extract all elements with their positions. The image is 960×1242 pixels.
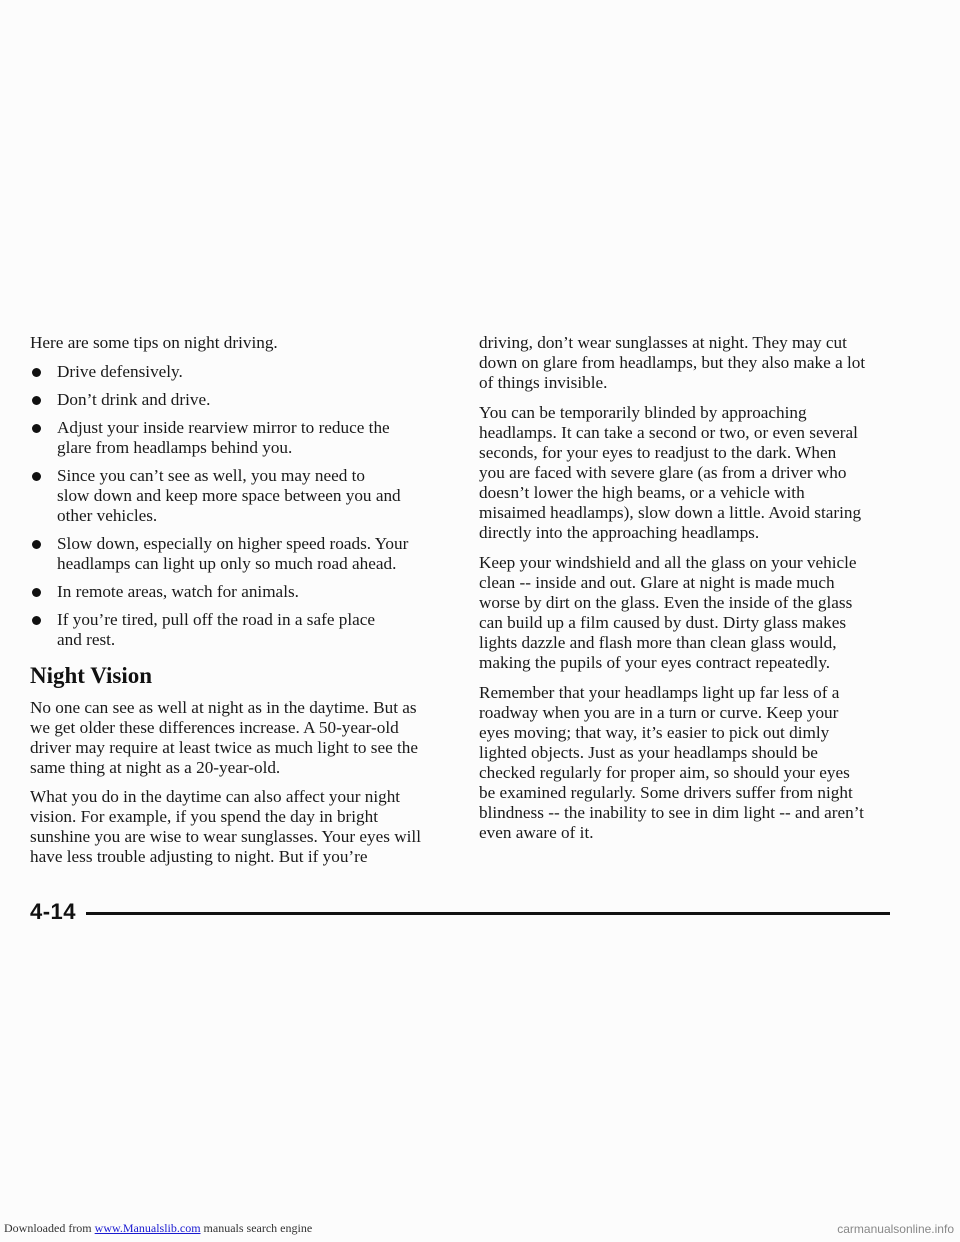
body-paragraph: You can be temporarily blinded by approaching headlamps. It can take a second or two, or even several seconds, for your eyes to readjust to the dark. When you are faced with severe glare (as from a driver who doesn’t lower the high beams, or a vehicle with misaimed headlamps), slow down a little. Avoid staring directly into the approaching headlamps. [479,403,862,542]
download-watermark [0,1221,312,1242]
bullet-icon [32,616,41,625]
tip-item [30,466,450,526]
tip-item [30,582,450,602]
body-paragraph: driving, don’t wear sunglasses at night. They may cut down on glare from headlamps, but they also make a lot of things invisible. [479,333,866,392]
tip-text: Don’t drink and drive. [57,390,211,409]
watermark-prefix: Downloaded from [4,1221,95,1235]
tip-item [30,610,450,650]
site-watermark: carmanualsonline.info [837,1222,954,1236]
tip-text: Since you can’t see as well, you may need to slow down and keep more space between you and other vehicles. [57,466,401,525]
bullet-icon [32,396,41,405]
body-paragraph: Keep your windshield and all the glass on your vehicle clean -- inside and out. Glare at night is made much worse by dirt on the glass. Even the inside of the glass can build up a film caused by dust. Dirty glass makes lights dazzle and flash more than clean glass would, making the pupils of your eyes contract repeatedly. [479,553,857,672]
bullet-icon [32,472,41,481]
bullet-icon [32,424,41,433]
bullet-icon [32,588,41,597]
intro-text: Here are some tips on night driving. [30,333,278,352]
night-driving-tips-list [30,362,450,650]
right-column [479,333,899,853]
left-column [30,333,450,876]
page-footer [30,897,890,927]
page-number: 4-14 [30,899,77,924]
section-title-night-vision: Night Vision [30,663,153,688]
footer-rule [86,912,890,915]
tip-item [30,362,450,382]
tip-text: If you’re tired, pull off the road in a safe place and rest. [57,610,375,649]
bullet-icon [32,540,41,549]
body-paragraph: Remember that your headlamps light up far less of a roadway when you are in a turn or curve. Keep your eyes moving; that way, it’s easier to pick out dimly lighted objects. Just as your headlamps should be checked regularly for proper aim, so should your eyes be examined regularly. Some drivers suffer from night blindness -- the inability to see in dim light -- and aren’t even aware of it. [479,683,864,842]
tip-item [30,418,450,458]
tip-text: Adjust your inside rearview mirror to reduce the glare from headlamps behind you. [57,418,390,457]
tip-item [30,390,450,410]
body-paragraph: No one can see as well at night as in the daytime. But as we get older these differences increase. A 50-year-old driver may require at least twice as much light to see the same thing at night as a 20-year-old. [30,698,419,777]
tip-item [30,534,450,574]
manualslib-link[interactable]: www.Manualslib.com [94,1221,201,1235]
bullet-icon [32,368,41,377]
tip-text: In remote areas, watch for animals. [57,582,299,601]
body-paragraph: What you do in the daytime can also affect your night vision. For example, if you spend the day in bright sunshine you are wise to wear sunglasses. Your eyes will have less trouble adjusting to night. But if you’re [30,787,421,866]
tip-text: Drive defensively. [57,362,183,381]
tip-text: Slow down, especially on higher speed roads. Your headlamps can light up only so much road ahead. [57,534,409,573]
watermark-suffix: manuals search engine [200,1221,313,1235]
